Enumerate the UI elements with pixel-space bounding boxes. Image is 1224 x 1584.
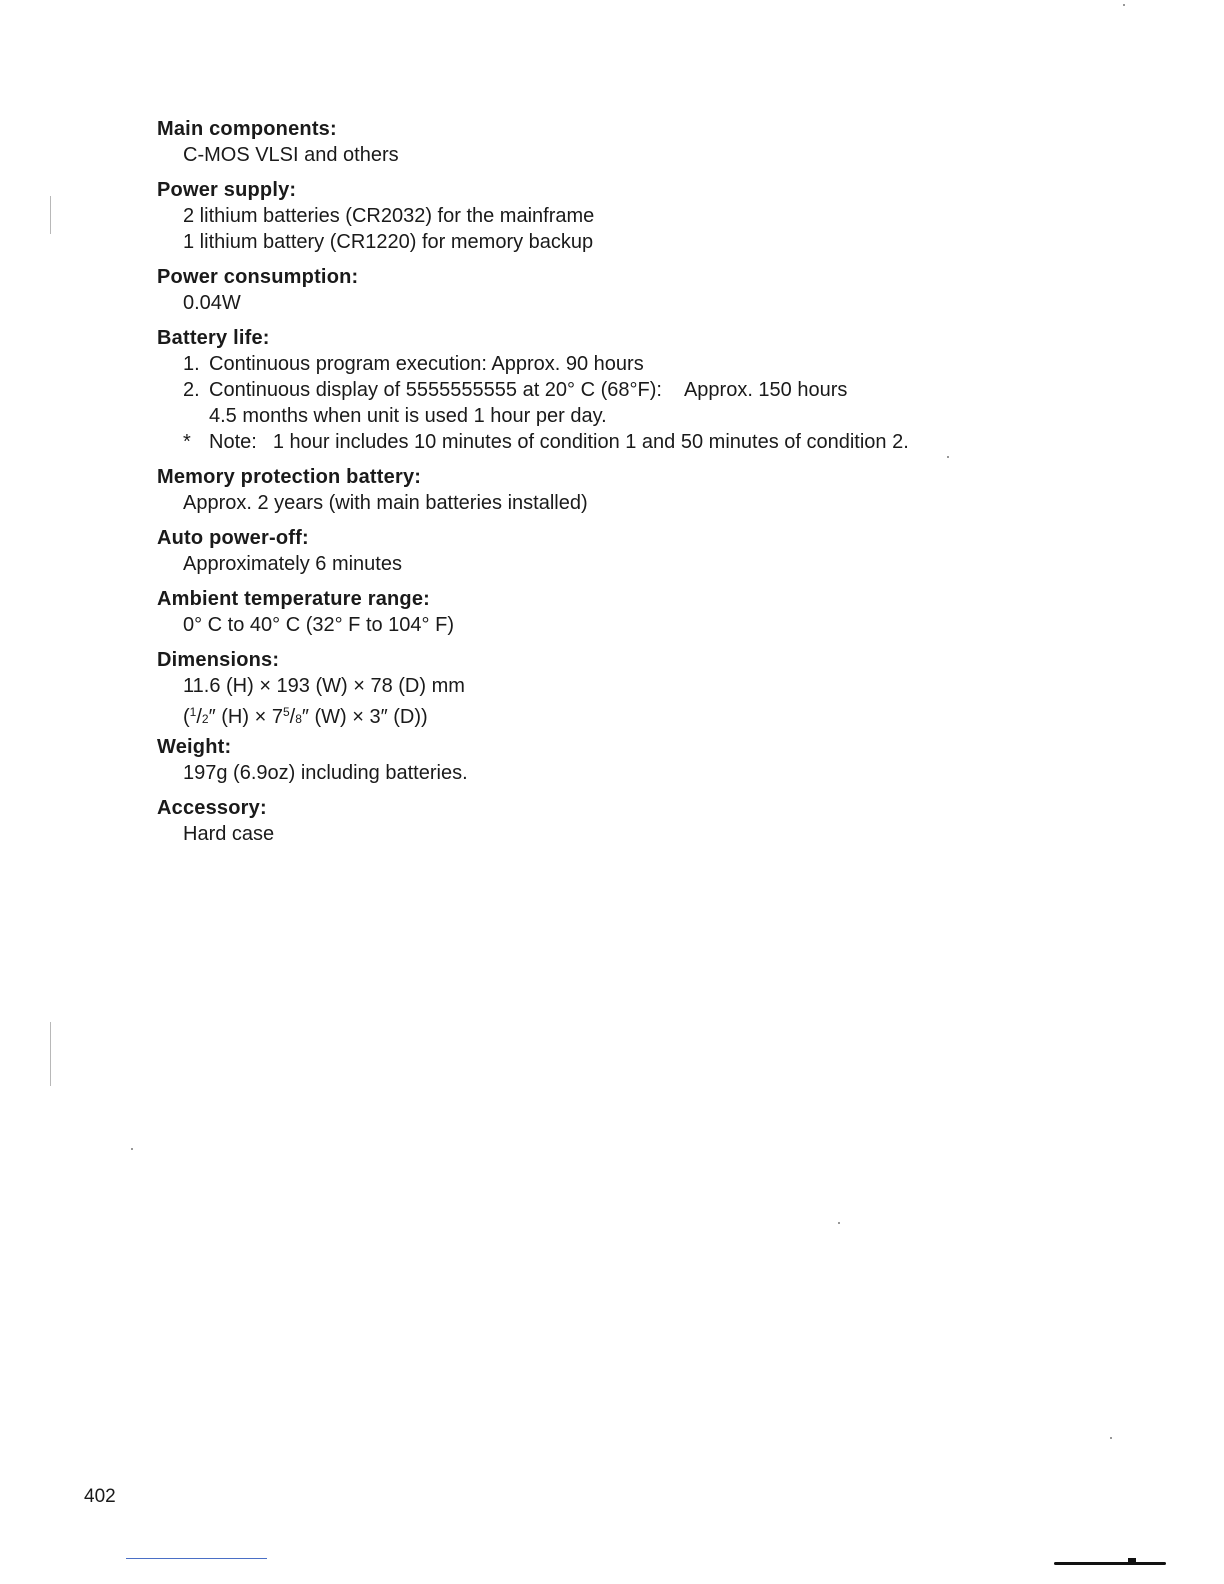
spec-power-supply [157, 177, 1057, 255]
battery-life-note [157, 429, 1057, 455]
page-number: 402 [84, 1486, 116, 1507]
spec-ambient-temperature-range [157, 586, 1057, 638]
spec-heading: Memory protection battery: [157, 466, 422, 488]
note-text: 1 hour includes 10 minutes of condition 1 and 50 minutes of condition 2. [272, 431, 909, 453]
spec-value: Hard case [183, 823, 275, 845]
spec-auto-power-off [157, 525, 1057, 577]
spec-heading: Dimensions: [157, 649, 280, 671]
spec-value: C-MOS VLSI and others [183, 144, 399, 166]
dimensions-imperial: ($^1$/2″ $(H) \times 7^5/8''$ (W) × 3″ (D)) [183, 705, 428, 728]
item-text: Continuous display of 5555555555 at 20° C (68°F): [209, 379, 662, 401]
battery-life-item [157, 377, 1057, 403]
spec-power-consumption [157, 264, 1057, 316]
spec-value-line: 1 lithium battery (CR1220) for memory backup [183, 231, 594, 253]
spec-accessory [157, 795, 1057, 847]
spec-heading: Accessory: [157, 797, 267, 819]
whole-number: 7 [271, 706, 283, 728]
battery-life-continuation: 4.5 months when unit is used 1 hour per day. [209, 405, 607, 427]
battery-life-item [157, 351, 1057, 377]
note-label: Note: [209, 431, 257, 453]
spec-heading: Main components: [157, 118, 337, 140]
fraction-numerator: 5 [282, 705, 290, 719]
spec-memory-protection-battery [157, 464, 1057, 516]
spec-value-line: 2 lithium batteries (CR2032) for the mainframe [183, 205, 595, 227]
spec-heading: Power consumption: [157, 266, 359, 288]
spec-heading: Battery life: [157, 327, 270, 349]
dimensions-metric: 11.6 (H) × 193 (W) × 78 (D) mm [183, 675, 465, 697]
item-text: Continuous program execution: Approx. 90 hours [209, 353, 644, 375]
margin-scan-mark-lower [50, 1022, 51, 1086]
fraction-denominator: 2 [201, 712, 209, 726]
item-tail: Approx. 150 hours [683, 379, 848, 401]
scan-speck [131, 1148, 133, 1150]
margin-scan-mark-upper [50, 196, 51, 234]
spec-heading: Ambient temperature range: [157, 588, 431, 610]
corner-scan-mark [1054, 1562, 1166, 1565]
spec-heading: Power supply: [157, 179, 297, 201]
dimension-label: ″ (W) × [301, 706, 364, 728]
spec-dimensions [157, 647, 1057, 728]
scan-speck [1123, 4, 1125, 6]
spec-value: Approx. 2 years (with main batteries installed) [183, 492, 588, 514]
footer-rule [126, 1558, 267, 1559]
spec-weight [157, 734, 1057, 786]
spec-value: Approximately 6 minutes [183, 553, 402, 575]
spec-value: 197g (6.9oz) including batteries. [183, 762, 468, 784]
item-number: 1. [183, 353, 200, 375]
scan-speck [1110, 1437, 1112, 1439]
scan-speck [838, 1222, 840, 1224]
dimension-value: 3″ (D)) [369, 706, 428, 728]
specifications-list [157, 116, 1057, 856]
spec-heading: Weight: [157, 736, 232, 758]
spec-value: 0° C to 40° C (32° F to 104° F) [183, 614, 454, 636]
item-number: 2. [183, 379, 200, 401]
fraction-numerator: 1 [189, 705, 197, 719]
spec-main-components [157, 116, 1057, 168]
spec-value: 0.04W [183, 292, 241, 314]
fraction-denominator: 8 [295, 712, 302, 726]
dimension-label: ″ (H) × [208, 706, 267, 728]
note-marker: * [183, 431, 191, 453]
scan-speck [947, 456, 949, 458]
spec-heading: Auto power-off: [157, 527, 309, 549]
spec-battery-life [157, 325, 1057, 455]
